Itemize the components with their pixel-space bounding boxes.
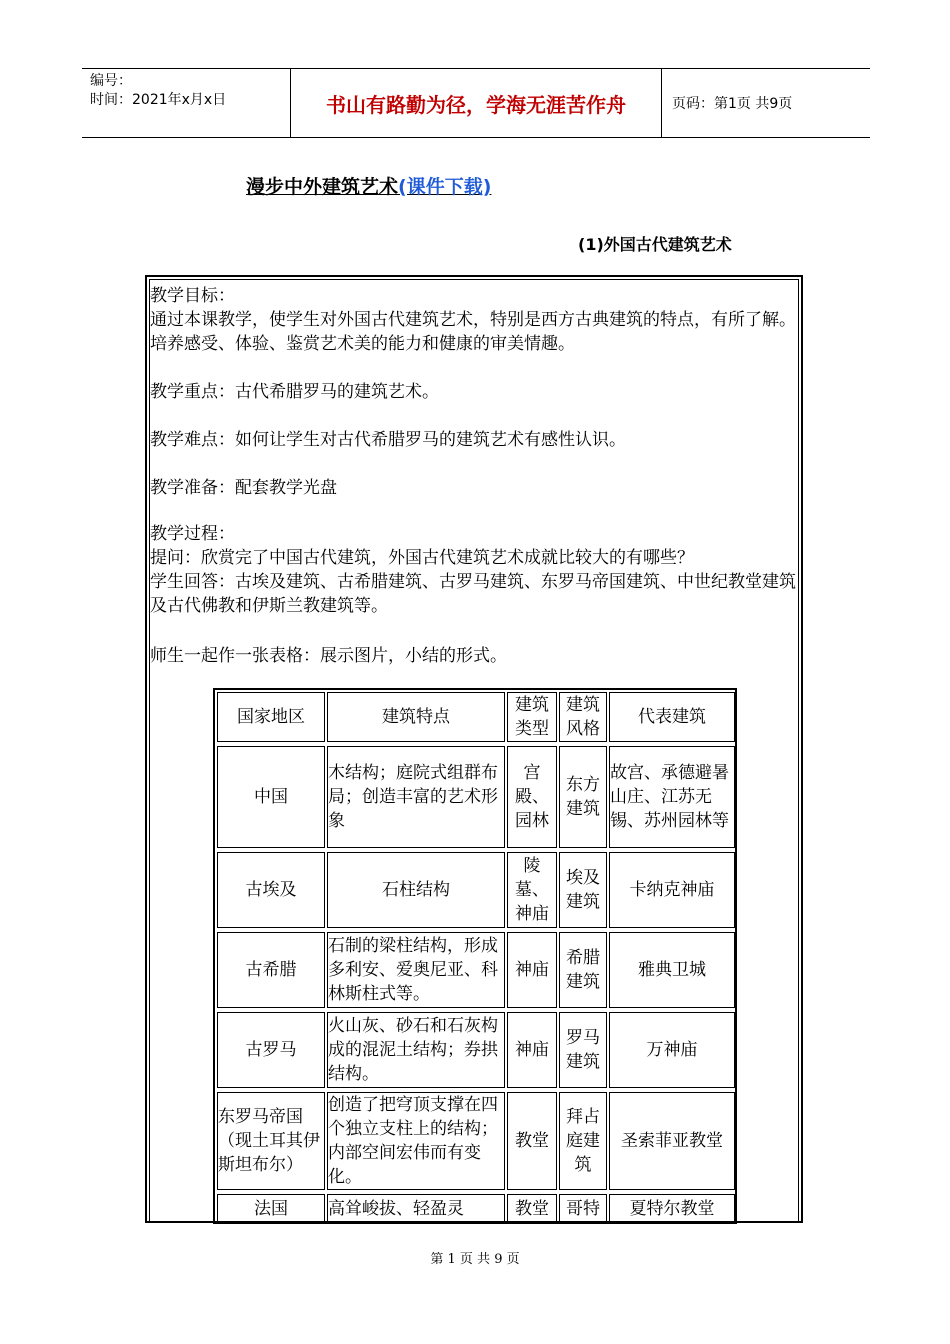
question: 提问：欣赏完了中国古代建筑，外国古代建筑艺术成就比较大的有哪些？ — [150, 548, 694, 568]
table-cell-representative: 圣索菲亚教堂 — [609, 1092, 735, 1190]
table-cell-region: 法国 — [217, 1194, 325, 1222]
table-cell-feature: 木结构；庭院式组群布局；创造丰富的艺术形象 — [327, 746, 505, 848]
title-main: 漫步中外建筑艺术 — [246, 176, 399, 198]
section-subtitle: (1)外国古代建筑艺术 — [578, 235, 732, 254]
table-header-cell: 建筑风格 — [559, 692, 607, 742]
table-cell-region: 古罗马 — [217, 1012, 325, 1088]
answer: 学生回答：古埃及建筑、古希腊建筑、古罗马建筑、东罗马帝国建筑、中世纪教堂建筑及古代佛教和伊斯兰教建筑等。 — [150, 572, 796, 616]
table-intro: 师生一起作一张表格：展示图片，小结的形式。 — [150, 646, 507, 666]
table-cell-style: 埃及建筑 — [559, 852, 607, 928]
table-cell-feature: 火山灰、砂石和石灰构成的混泥土结构；券拱结构。 — [327, 1012, 505, 1088]
key-point: 教学重点：古代希腊罗马的建筑艺术。 — [150, 382, 439, 402]
table-cell-feature: 石制的梁柱结构，形成多利安、爱奥尼亚、科林斯柱式等。 — [327, 932, 505, 1008]
table-cell-representative: 夏特尔教堂 — [609, 1194, 735, 1222]
page-footer: 第 1 页 共 9 页 — [430, 1252, 520, 1267]
process-label: 教学过程： — [150, 524, 235, 544]
table-cell-representative: 万神庙 — [609, 1012, 735, 1088]
time-label: 时间：2021年x月x日 — [90, 92, 227, 108]
difficulty: 教学难点：如何让学生对古代希腊罗马的建筑艺术有感性认识。 — [150, 430, 626, 450]
table-cell-feature: 石柱结构 — [327, 852, 505, 928]
table-cell-region: 古埃及 — [217, 852, 325, 928]
table-cell-feature: 创造了把穹顶支撑在四个独立支柱上的结构；内部空间宏伟而有变化。 — [327, 1092, 505, 1190]
table-cell-type: 陵墓、神庙 — [507, 852, 557, 928]
table-cell-type: 教堂 — [507, 1092, 557, 1190]
table-header-cell: 代表建筑 — [609, 692, 735, 742]
table-header-cell: 国家地区 — [217, 692, 325, 742]
table-cell-style: 希腊建筑 — [559, 932, 607, 1008]
table-cell-style: 拜占庭建筑 — [559, 1092, 607, 1190]
table-cell-type: 神庙 — [507, 1012, 557, 1088]
number-label: 编号： — [90, 73, 132, 89]
table-cell-region: 中国 — [217, 746, 325, 848]
architecture-table — [213, 688, 737, 1224]
table-cell-representative: 故宫、承德避暑山庄、江苏无锡、苏州园林等 — [609, 746, 735, 848]
table-cell-type: 神庙 — [507, 932, 557, 1008]
table-cell-type: 宫殿、园林 — [507, 746, 557, 848]
goal-label: 教学目标： — [150, 286, 235, 306]
page-code: 页码：第1页 共9页 — [672, 96, 793, 112]
header-meta — [82, 69, 290, 137]
table-cell-style: 东方建筑 — [559, 746, 607, 848]
table-cell-representative: 卡纳克神庙 — [609, 852, 735, 928]
table-cell-region: 古希腊 — [217, 932, 325, 1008]
table-header-cell: 建筑类型 — [507, 692, 557, 742]
table-header-cell: 建筑特点 — [327, 692, 505, 742]
courseware-download-link[interactable]: (课件下载) — [398, 176, 492, 198]
page-header — [82, 68, 870, 138]
table-cell-representative: 雅典卫城 — [609, 932, 735, 1008]
table-cell-region: 东罗马帝国（现土耳其伊斯坦布尔） — [217, 1092, 325, 1190]
table-cell-style: 罗马建筑 — [559, 1012, 607, 1088]
motto: 书山有路勤为径，学海无涯苦作舟 — [290, 69, 662, 137]
page-title — [246, 172, 491, 199]
preparation: 教学准备：配套教学光盘 — [150, 478, 337, 498]
goal-text: 通过本课教学，使学生对外国古代建筑艺术，特别是西方古典建筑的特点，有所了解。培养感受、体验、鉴赏艺术美的能力和健康的审美情趣。 — [150, 310, 796, 354]
table-cell-style: 哥特 — [559, 1194, 607, 1222]
table-cell-type: 教堂 — [507, 1194, 557, 1222]
table-cell-feature: 高耸峻拔、轻盈灵 — [327, 1194, 505, 1222]
